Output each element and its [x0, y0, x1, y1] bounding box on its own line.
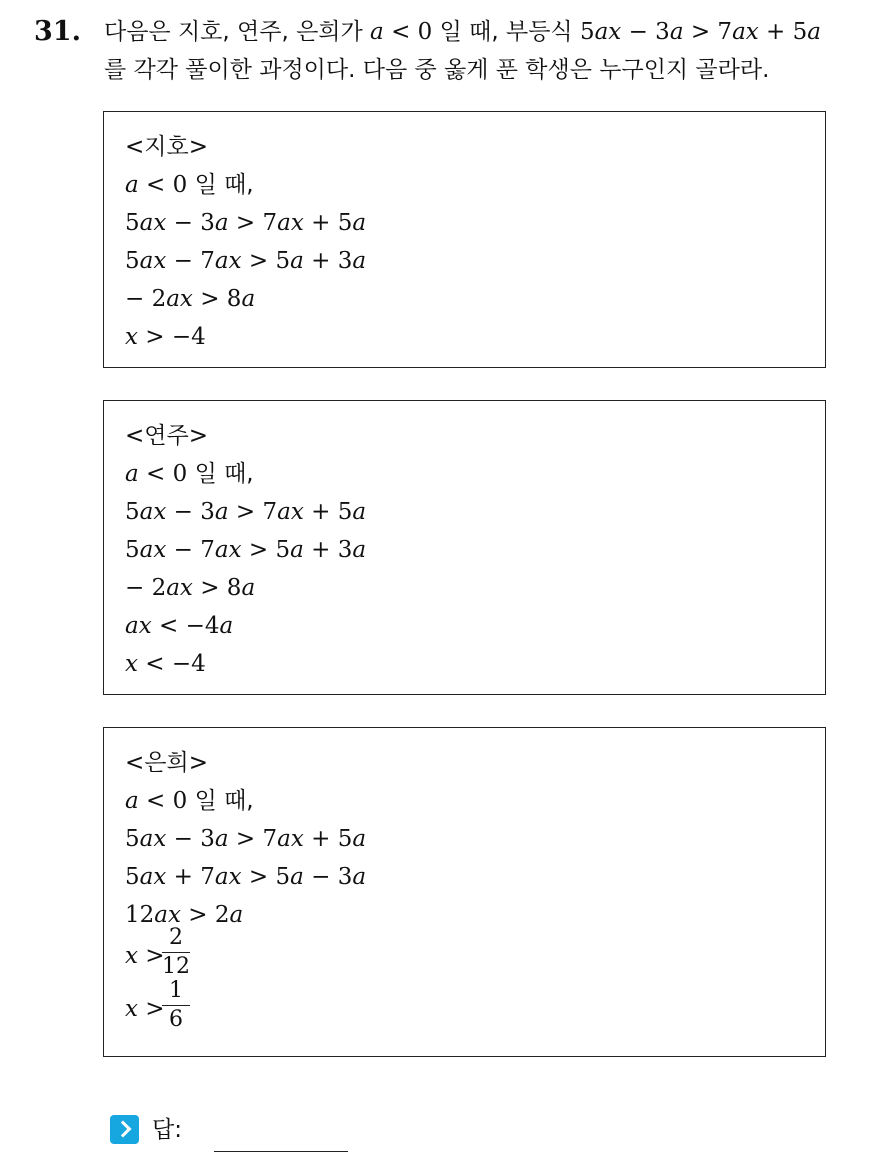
question-text-a: 다음은 지호, 연주, 은희가 — [104, 19, 371, 45]
condition-math: a < 0 — [370, 19, 433, 45]
solution-line: 5ax − 7ax > 5a + 3a — [125, 248, 367, 274]
solution-line: 5ax − 3a > 7ax + 5a — [125, 499, 367, 525]
solution-line: 5ax − 7ax > 5a + 3a — [125, 537, 367, 563]
solution-line: 12ax > 2a — [125, 902, 244, 928]
fraction: 2 12 — [162, 925, 190, 979]
solution-line: − 2ax > 8a — [125, 575, 256, 601]
inequality-math: 5ax − 3a > 7ax + 5a — [579, 19, 821, 45]
solution-line: a < 0 일 때, — [125, 788, 254, 814]
solution-box-yeonju — [103, 400, 826, 695]
fraction: 1 6 — [162, 978, 190, 1033]
question-text-b: 일 때, 부등식 — [432, 19, 580, 45]
solution-line: − 2ax > 8a — [125, 286, 256, 312]
solution-line: x > — [125, 996, 165, 1022]
chevron-right-icon — [110, 1115, 139, 1144]
solution-line: x > — [125, 943, 165, 969]
solution-line: x < −4 — [125, 651, 206, 677]
question-line-1 — [104, 14, 821, 50]
solution-line: 5ax − 3a > 7ax + 5a — [125, 210, 367, 236]
answer-blank[interactable] — [214, 1151, 348, 1152]
solution-line: 5ax + 7ax > 5a − 3a — [125, 864, 367, 890]
solution-line: 5ax − 3a > 7ax + 5a — [125, 826, 367, 852]
solution-title: <지호> — [125, 134, 208, 160]
solution-line: a < 0 일 때, — [125, 461, 254, 487]
answer-label: 답: — [152, 1117, 182, 1143]
solution-title: <연주> — [125, 423, 208, 449]
solution-title: <은희> — [125, 750, 208, 776]
solution-box-eunhee — [103, 727, 826, 1057]
solution-line: x > −4 — [125, 324, 206, 350]
solution-line: ax < −4a — [125, 613, 234, 639]
question-line-2: 를 각각 풀이한 과정이다. 다음 중 옳게 푼 학생은 누구인지 골라라. — [104, 57, 770, 83]
question-number: 31. — [34, 16, 81, 47]
solution-box-jiho — [103, 111, 826, 368]
solution-line: a < 0 일 때, — [125, 172, 254, 198]
